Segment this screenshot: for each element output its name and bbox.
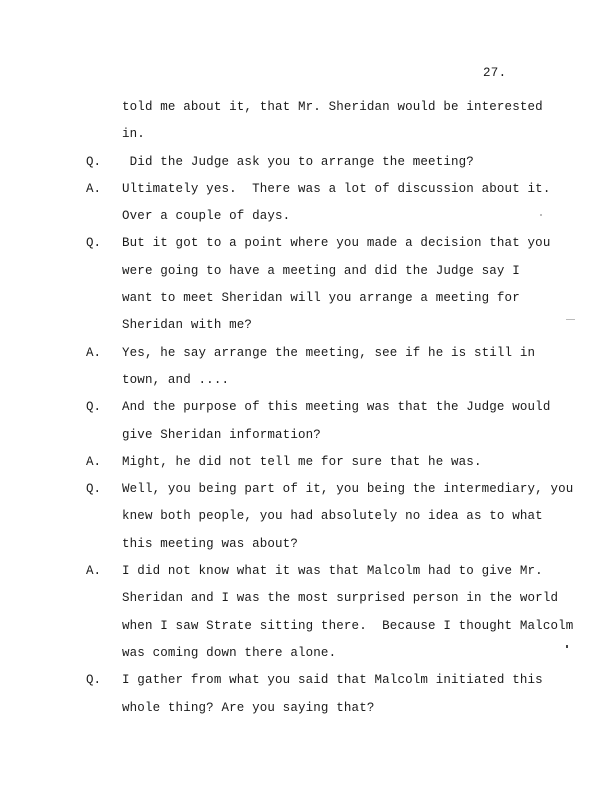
scan-speck xyxy=(540,214,542,216)
speaker-label: Q. xyxy=(86,482,102,497)
transcript-line: town, and .... xyxy=(122,372,230,387)
transcript-entry xyxy=(0,176,612,231)
transcript-line: Over a couple of days. xyxy=(122,209,291,224)
transcript-line: this meeting was about? xyxy=(122,536,298,551)
transcript-body xyxy=(0,94,612,722)
transcript-line: when I saw Strate sitting there. Because I thought Malcolm xyxy=(122,618,574,633)
transcript-entry xyxy=(0,667,612,722)
speaker-label: Q. xyxy=(86,673,102,688)
transcript-line: knew both people, you had absolutely no idea as to what xyxy=(122,509,543,524)
transcript-entry xyxy=(0,340,612,395)
speaker-label: Q. xyxy=(86,154,102,169)
transcript-line: I did not know what it was that Malcolm had to give Mr. xyxy=(122,564,543,579)
speaker-label: A. xyxy=(86,454,102,469)
transcript-entry xyxy=(0,94,612,149)
transcript-line: Sheridan and I was the most surprised person in the world xyxy=(122,591,559,606)
transcript-line: Did the Judge ask you to arrange the meeting? xyxy=(122,154,474,169)
transcript-line: And the purpose of this meeting was that the Judge would xyxy=(122,400,551,415)
transcript-line: want to meet Sheridan will you arrange a meeting for xyxy=(122,291,520,306)
transcript-line: Well, you being part of it, you being the intermediary, you xyxy=(122,482,574,497)
speaker-label: Q. xyxy=(86,400,102,415)
transcript-line: I gather from what you said that Malcolm initiated this xyxy=(122,673,543,688)
transcript-line: whole thing? Are you saying that? xyxy=(122,700,375,715)
transcript-entry xyxy=(0,230,612,339)
speaker-label: Q. xyxy=(86,236,102,251)
transcript-entry xyxy=(0,476,612,558)
transcript-line: told me about it, that Mr. Sheridan would be interested xyxy=(122,100,543,114)
speaker-label: A. xyxy=(86,181,102,196)
transcript-entry xyxy=(0,449,612,476)
scan-speck xyxy=(566,319,575,320)
transcript-line: were going to have a meeting and did the Judge say I xyxy=(122,263,520,278)
transcript-line: in. xyxy=(122,127,145,142)
transcript-line: was coming down there alone. xyxy=(122,645,337,660)
transcript-entry xyxy=(0,558,612,667)
transcript-line: Ultimately yes. There was a lot of discussion about it. xyxy=(122,181,551,196)
transcript-line: But it got to a point where you made a decision that you xyxy=(122,236,551,251)
transcript-entry xyxy=(0,394,612,449)
transcript-entry xyxy=(0,149,612,176)
page-number: 27. xyxy=(483,66,507,80)
transcript-line: Sheridan with me? xyxy=(122,318,253,333)
transcript-line: Yes, he say arrange the meeting, see if he is still in xyxy=(122,345,536,360)
speaker-label: A. xyxy=(86,564,102,579)
transcript-line: give Sheridan information? xyxy=(122,427,321,442)
speaker-label: A. xyxy=(86,345,102,360)
scan-speck xyxy=(566,645,568,648)
transcript-line: Might, he did not tell me for sure that he was. xyxy=(122,454,482,469)
